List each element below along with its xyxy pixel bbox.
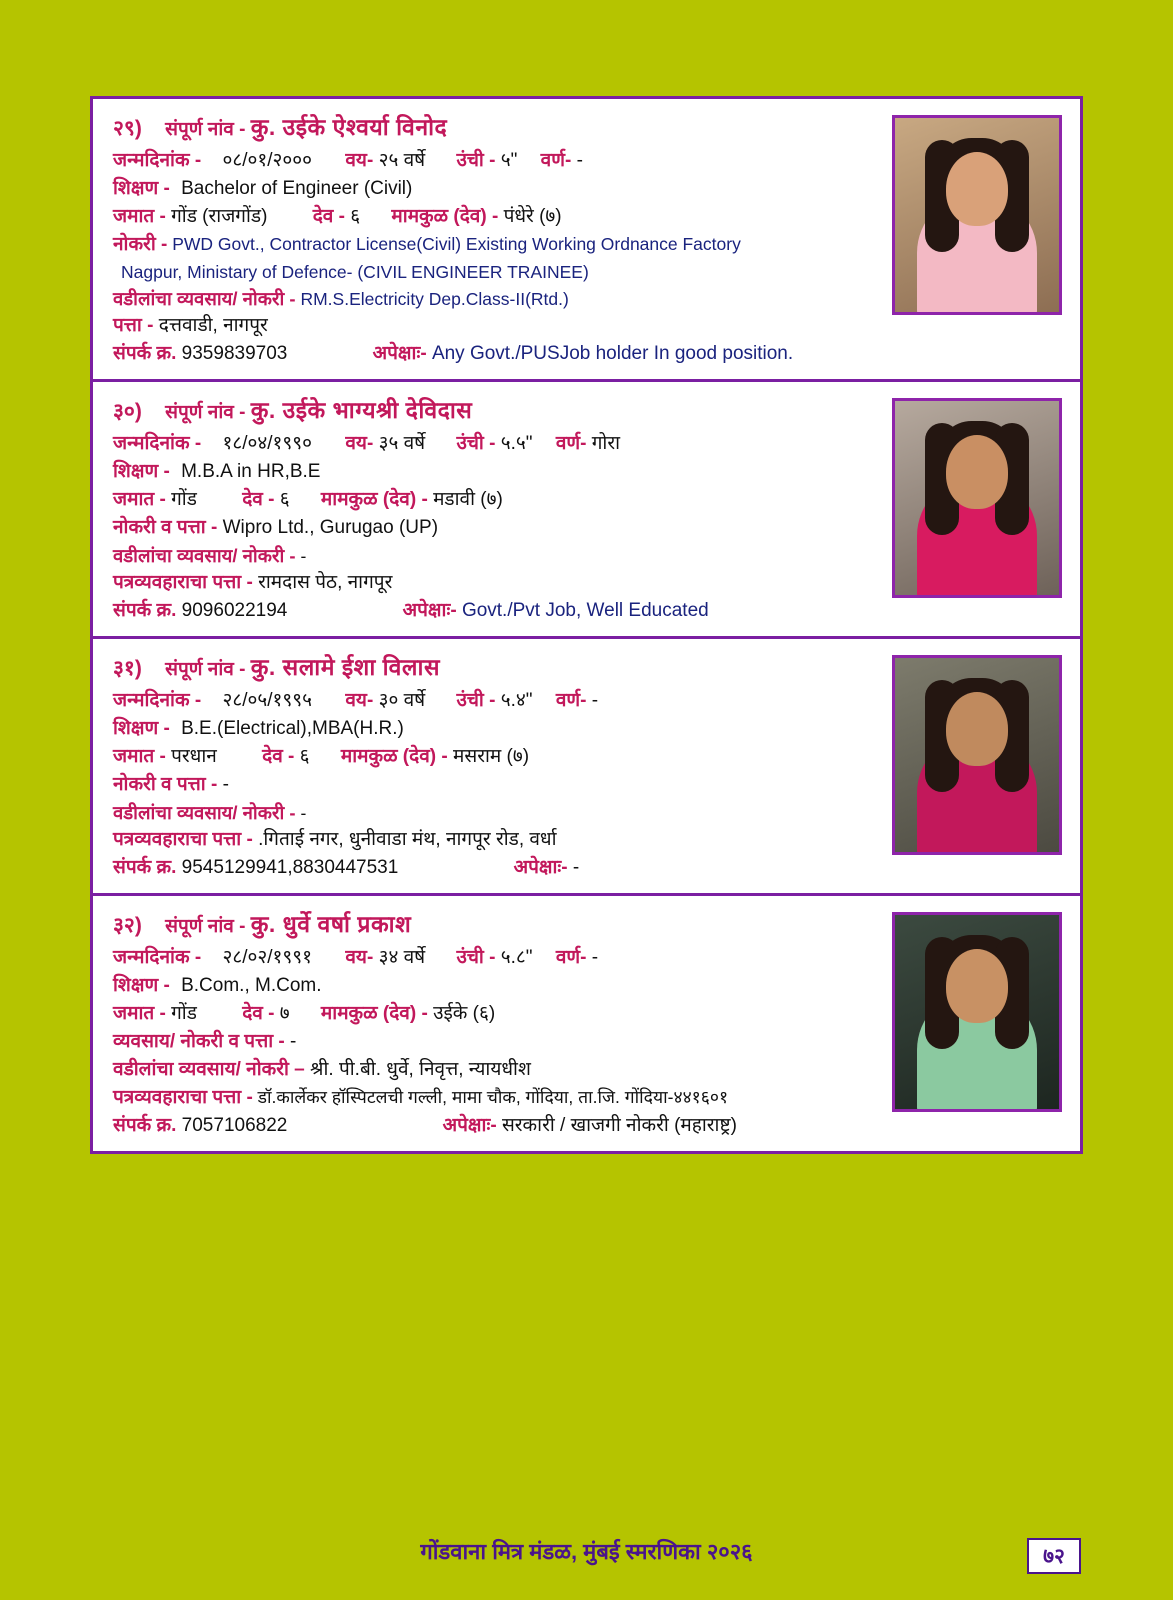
label-education: शिक्षण - bbox=[113, 974, 170, 996]
value-dev: ६ bbox=[299, 745, 310, 767]
label-expectation: अपेक्षाः- bbox=[372, 342, 427, 364]
label-height: उंची - bbox=[456, 149, 496, 171]
value-height: ५.४" bbox=[500, 689, 533, 711]
label-height: उंची - bbox=[456, 689, 496, 711]
value-mamkul: मसराम (७) bbox=[452, 745, 530, 767]
label-contact: संपर्क क्र. bbox=[113, 1114, 177, 1136]
label-correspondence-address: पत्रव्यवहाराचा पत्ता - bbox=[113, 1086, 253, 1108]
entry-contact-row bbox=[113, 598, 1064, 625]
entry-list bbox=[90, 96, 1083, 1154]
label-father-occupation: वडीलांचा व्यवसाय/ नोकरी - bbox=[113, 544, 296, 566]
value-age: ३० वर्षे bbox=[378, 689, 426, 711]
label-mamkul: मामकुळ (देव) - bbox=[320, 1002, 428, 1024]
value-expectation: सरकारी / खाजगी नोकरी (महाराष्ट्र) bbox=[501, 1114, 737, 1136]
label-caste: जमात - bbox=[113, 745, 166, 767]
label-age: वय- bbox=[345, 432, 374, 454]
label-address: पत्ता - bbox=[113, 314, 154, 336]
label-education: शिक्षण - bbox=[113, 717, 170, 739]
profile-photo bbox=[892, 912, 1062, 1112]
label-dev: देव - bbox=[262, 745, 295, 767]
entry-card bbox=[93, 382, 1080, 639]
label-complexion: वर्ण- bbox=[555, 689, 587, 711]
label-age: वय- bbox=[345, 946, 374, 968]
value-complexion: गोरा bbox=[591, 432, 621, 454]
label-job-address: नोकरी व पत्ता - bbox=[113, 516, 218, 538]
entry-number: ३१) bbox=[113, 656, 142, 680]
profile-photo bbox=[892, 655, 1062, 855]
value-contact: 9359839703 bbox=[181, 342, 288, 364]
value-mamkul: उईके (६) bbox=[433, 1002, 496, 1024]
label-contact: संपर्क क्र. bbox=[113, 342, 177, 364]
label-height: उंची - bbox=[456, 432, 496, 454]
entry-contact-row bbox=[113, 341, 1064, 368]
value-dev: ६ bbox=[279, 488, 290, 510]
label-dob: जन्मदिनांक - bbox=[113, 149, 202, 171]
value-height: ५.८" bbox=[500, 946, 533, 968]
value-job-address: - bbox=[222, 773, 229, 795]
value-height: ५.५" bbox=[500, 432, 533, 454]
label-dev: देव - bbox=[242, 1002, 275, 1024]
value-caste: परधान bbox=[171, 745, 217, 767]
entry-card bbox=[93, 639, 1080, 896]
label-complexion: वर्ण- bbox=[555, 432, 587, 454]
label-expectation: अपेक्षाः- bbox=[442, 1114, 497, 1136]
value-address: दत्तवाडी, नागपूर bbox=[158, 314, 268, 336]
value-dob: २८/०५/१९९५ bbox=[222, 689, 313, 711]
entry-card bbox=[93, 99, 1080, 382]
value-mamkul: मडावी (७) bbox=[433, 488, 503, 510]
label-contact: संपर्क क्र. bbox=[113, 857, 177, 879]
value-dev: ६ bbox=[350, 205, 361, 227]
entry-name: कु. उईके भाग्यश्री देविदास bbox=[250, 396, 473, 423]
entry-contact-row bbox=[113, 1113, 1064, 1140]
label-height: उंची - bbox=[456, 946, 496, 968]
value-dev: ७ bbox=[279, 1002, 290, 1024]
label-caste: जमात - bbox=[113, 205, 166, 227]
entry-number: २९) bbox=[113, 117, 142, 140]
value-father-occupation: - bbox=[300, 802, 307, 823]
label-father-occupation: वडीलांचा व्यवसाय/ नोकरी - bbox=[113, 801, 296, 823]
footer-text: गोंडवाना मित्र मंडळ, मुंबई स्मरणिका २०२६ bbox=[420, 1539, 753, 1564]
label-full-name: संपूर्ण नांव - bbox=[165, 119, 246, 140]
value-father-occupation: - bbox=[300, 545, 307, 566]
label-expectation: अपेक्षाः- bbox=[402, 599, 457, 621]
profile-photo bbox=[892, 115, 1062, 315]
value-height: ५" bbox=[500, 149, 518, 171]
entry-number: ३२) bbox=[113, 913, 142, 937]
label-full-name: संपूर्ण नांव - bbox=[165, 401, 246, 423]
label-job: नोकरी - bbox=[113, 233, 168, 255]
label-dob: जन्मदिनांक - bbox=[113, 432, 202, 454]
value-complexion: - bbox=[591, 689, 599, 711]
entry-card bbox=[93, 896, 1080, 1151]
label-contact: संपर्क क्र. bbox=[113, 599, 177, 621]
label-age: वय- bbox=[345, 149, 374, 171]
entry-address-row bbox=[113, 313, 1064, 340]
value-job-line2: Nagpur, Ministary of Defence- (CIVIL ENGINEER TRAINEE) bbox=[121, 261, 589, 282]
entry-name: कु. उईके ऐश्वर्या विनोद bbox=[250, 114, 448, 140]
value-dob: २८/०२/१९९१ bbox=[222, 946, 313, 968]
value-caste: गोंड (राजगोंड) bbox=[171, 205, 268, 227]
label-caste: जमात - bbox=[113, 488, 166, 510]
label-correspondence-address: पत्रव्यवहाराचा पत्ता - bbox=[113, 572, 253, 593]
label-complexion: वर्ण- bbox=[555, 946, 587, 968]
label-expectation: अपेक्षाः- bbox=[513, 857, 568, 879]
page-number: ७२ bbox=[1027, 1538, 1081, 1574]
value-expectation: - bbox=[572, 857, 580, 879]
label-full-name: संपूर्ण नांव - bbox=[165, 658, 246, 680]
value-mamkul: पंधेरे (७) bbox=[503, 205, 562, 227]
value-father-occupation: श्री. पी.बी. धुर्वे, निवृत्त, न्यायधीश bbox=[310, 1058, 531, 1080]
value-dob: १८/०४/१९९० bbox=[222, 432, 313, 454]
label-caste: जमात - bbox=[113, 1002, 166, 1024]
value-job-line1: PWD Govt., Contractor License(Civil) Existing Working Ordnance Factory bbox=[172, 233, 741, 254]
label-dob: जन्मदिनांक - bbox=[113, 689, 202, 711]
label-occupation-job-address: व्यवसाय/ नोकरी व पत्ता - bbox=[113, 1030, 285, 1052]
value-age: ३४ वर्षे bbox=[378, 946, 426, 968]
value-contact: 7057106822 bbox=[181, 1114, 288, 1136]
label-dev: देव - bbox=[242, 488, 275, 510]
label-correspondence-address: पत्रव्यवहाराचा पत्ता - bbox=[113, 829, 253, 851]
label-mamkul: मामकुळ (देव) - bbox=[391, 205, 499, 227]
value-education: B.E.(Electrical),MBA(H.R.) bbox=[181, 717, 404, 739]
value-correspondence-address: .गिताई नगर, धुनीवाडा मंथ, नागपूर रोड, वर्धा bbox=[258, 829, 557, 851]
value-father-occupation: RM.S.Electricity Dep.Class-II(Rtd.) bbox=[300, 288, 569, 309]
value-contact: 9096022194 bbox=[181, 599, 288, 621]
value-correspondence-address: रामदास पेठ, नागपूर bbox=[258, 572, 393, 593]
value-complexion: - bbox=[576, 149, 583, 171]
label-mamkul: मामकुळ (देव) - bbox=[320, 488, 428, 510]
value-job-address: Wipro Ltd., Gurugao (UP) bbox=[222, 516, 439, 538]
label-education: शिक्षण - bbox=[113, 177, 170, 199]
value-education: M.B.A in HR,B.E bbox=[181, 460, 321, 482]
value-age: ३५ वर्षे bbox=[378, 432, 426, 454]
profile-photo bbox=[892, 398, 1062, 598]
entry-name: कु. सलामे ईशा विलास bbox=[250, 653, 441, 680]
label-full-name: संपूर्ण नांव - bbox=[165, 915, 246, 937]
label-father-occupation: वडीलांचा व्यवसाय/ नोकरी - bbox=[113, 287, 296, 309]
label-dev: देव - bbox=[312, 205, 345, 227]
label-job-address: नोकरी व पत्ता - bbox=[113, 773, 218, 795]
entry-name: कु. धुर्वे वर्षा प्रकाश bbox=[250, 910, 412, 937]
label-complexion: वर्ण- bbox=[540, 149, 572, 171]
label-father-occupation: वडीलांचा व्यवसाय/ नोकरी – bbox=[113, 1058, 305, 1080]
label-education: शिक्षण - bbox=[113, 460, 170, 482]
value-complexion: - bbox=[591, 946, 599, 968]
entry-number: ३०) bbox=[113, 399, 142, 423]
label-dob: जन्मदिनांक - bbox=[113, 946, 202, 968]
entry-contact-row bbox=[113, 855, 1064, 882]
value-contact: 9545129941,8830447531 bbox=[181, 857, 399, 879]
value-age: २५ वर्षे bbox=[378, 149, 426, 171]
value-caste: गोंड bbox=[171, 488, 197, 510]
value-occupation-job-address: - bbox=[290, 1030, 297, 1052]
label-age: वय- bbox=[345, 689, 374, 711]
value-expectation: Any Govt./PUSJob holder In good position. bbox=[431, 342, 794, 364]
value-caste: गोंड bbox=[171, 1002, 197, 1024]
label-mamkul: मामकुळ (देव) - bbox=[340, 745, 448, 767]
value-education: Bachelor of Engineer (Civil) bbox=[181, 177, 413, 199]
value-correspondence-address: डॉ.कार्लेकर हॉस्पिटलची गल्ली, मामा चौक, गोंदिया, ता.जि. गोंदिया-४४१६०१ bbox=[257, 1086, 729, 1107]
value-education: B.Com., M.Com. bbox=[181, 974, 322, 996]
value-dob: ०८/०१/२००० bbox=[222, 149, 313, 171]
value-expectation: Govt./Pvt Job, Well Educated bbox=[461, 599, 709, 621]
